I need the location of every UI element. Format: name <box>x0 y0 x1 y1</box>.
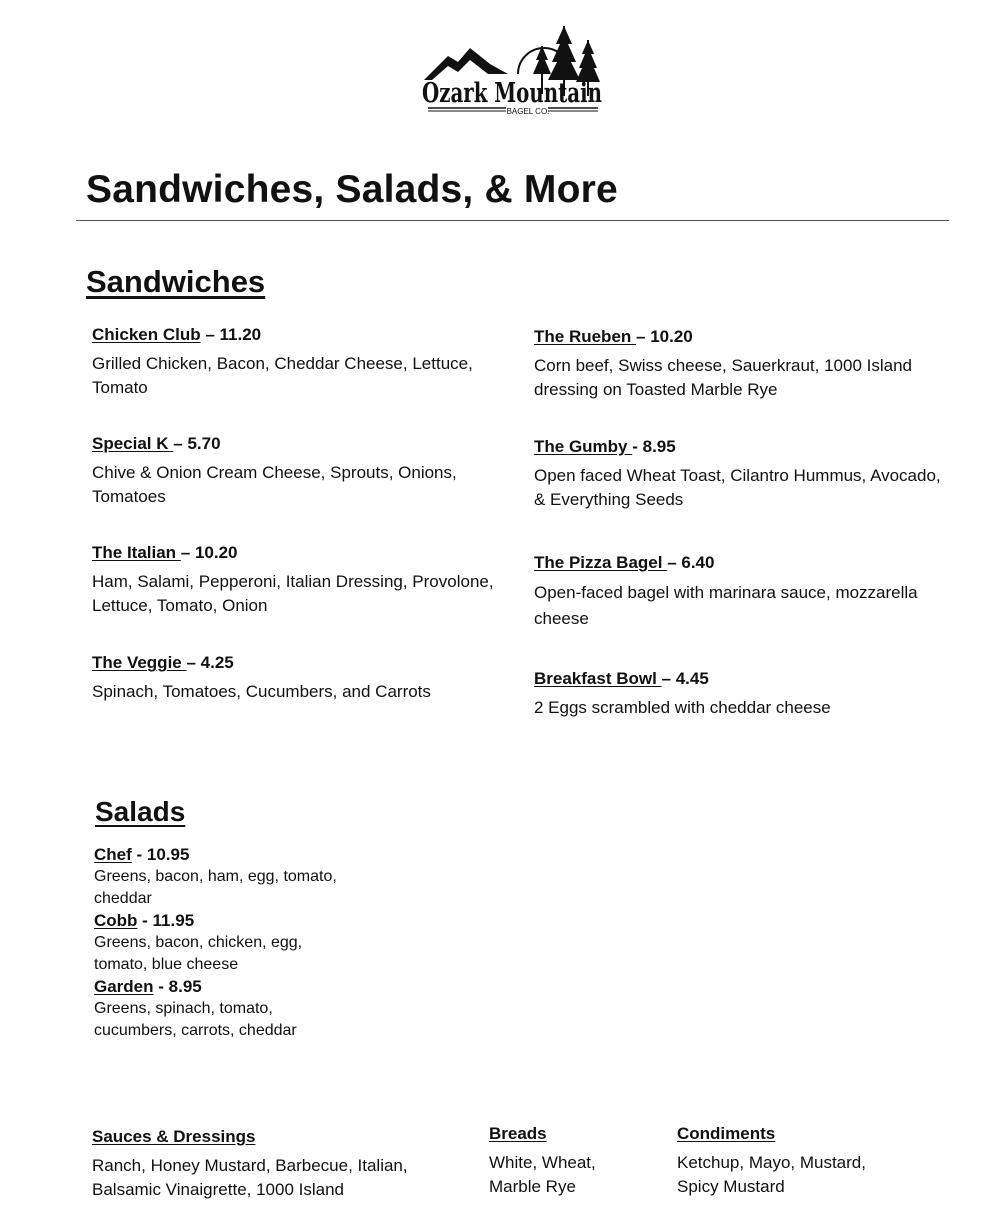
sauces-list: Ranch, Honey Mustard, Barbecue, Italian, Balsamic Vinaigrette, 1000 Island <box>92 1156 408 1199</box>
item-description: Ham, Salami, Pepperoni, Italian Dressing, Provolone, Lettuce, Tomato, Onion <box>92 572 494 615</box>
item-price: – 4.45 <box>661 669 709 688</box>
logo-graphic <box>418 22 604 118</box>
salad-name: Garden <box>94 977 154 996</box>
item-name: The Rueben <box>534 327 637 346</box>
salad-name: Cobb <box>94 911 138 930</box>
menu-item-the-pizza-bagel <box>534 552 944 632</box>
condiments <box>677 1123 907 1199</box>
item-price: – 10.20 <box>636 327 693 346</box>
item-price: – 6.40 <box>667 553 715 572</box>
menu-item-breakfast-bowl <box>534 668 944 720</box>
sauces-and-dressings <box>92 1126 462 1202</box>
item-description: Spinach, Tomatoes, Cucumbers, and Carrots <box>92 682 431 701</box>
item-name: The Pizza Bagel <box>534 553 668 572</box>
item-price: – 10.20 <box>180 543 238 562</box>
item-description: 2 Eggs scrambled with cheddar cheese <box>534 698 831 717</box>
condiments-heading: Condiments <box>677 1124 776 1143</box>
salad-item-cobb <box>94 910 354 976</box>
item-price: – 11.20 <box>200 325 262 344</box>
menu-item-special-k <box>92 433 502 509</box>
condiments-list: Ketchup, Mayo, Mustard, Spicy Mustard <box>677 1153 866 1196</box>
item-description: Chive & Onion Cream Cheese, Sprouts, Onions, Tomatoes <box>92 463 457 506</box>
item-name: Special K <box>92 434 174 453</box>
sandwiches-heading: Sandwiches <box>86 264 266 299</box>
salads-list <box>94 844 354 1042</box>
breads <box>489 1123 639 1199</box>
logo-tagline-text: BAGEL CO. <box>506 107 550 116</box>
menu-item-the-gumby <box>534 436 944 512</box>
page-title: Sandwiches, Salads, & More <box>86 168 618 211</box>
salad-price: - 8.95 <box>153 977 202 996</box>
item-price: – 4.25 <box>186 653 234 672</box>
menu-item-chicken-club <box>92 324 502 400</box>
item-price: - 8.95 <box>632 437 676 456</box>
item-description: Open-faced bagel with marinara sauce, mozzarella cheese <box>534 583 918 628</box>
item-name: Breakfast Bowl <box>534 669 662 688</box>
salad-item-garden <box>94 976 354 1042</box>
salad-price: - 10.95 <box>131 845 190 864</box>
menu-item-the-italian <box>92 542 502 618</box>
logo-brand-text: Ozark Mountain <box>422 78 603 109</box>
item-description: Grilled Chicken, Bacon, Cheddar Cheese, Lettuce, Tomato <box>92 354 473 397</box>
salad-description: Greens, bacon, chicken, egg, tomato, blue cheese <box>94 934 303 973</box>
title-divider <box>76 220 949 221</box>
item-description: Open faced Wheat Toast, Cilantro Hummus, Avocado, & Everything Seeds <box>534 466 941 509</box>
menu-item-the-veggie <box>92 652 502 704</box>
breads-list: White, Wheat, Marble Rye <box>489 1153 596 1196</box>
menu-item-the-rueben <box>534 326 944 402</box>
item-description: Corn beef, Swiss cheese, Sauerkraut, 1000 Island dressing on Toasted Marble Rye <box>534 356 912 399</box>
item-name: The Veggie <box>92 653 187 672</box>
salads-heading: Salads <box>95 796 186 827</box>
salad-name: Chef <box>94 845 132 864</box>
salad-description: Greens, spinach, tomato, cucumbers, carrots, cheddar <box>94 1000 297 1039</box>
item-name: Chicken Club <box>92 325 201 344</box>
item-name: The Gumby <box>534 437 633 456</box>
salad-item-chef <box>94 844 354 910</box>
sauces-heading: Sauces & Dressings <box>92 1127 256 1146</box>
breads-heading: Breads <box>489 1124 547 1143</box>
salad-description: Greens, bacon, ham, egg, tomato, cheddar <box>94 868 337 907</box>
item-price: – 5.70 <box>173 434 221 453</box>
company-logo <box>418 22 604 118</box>
salad-price: - 11.95 <box>137 911 195 930</box>
item-name: The Italian <box>92 543 181 562</box>
